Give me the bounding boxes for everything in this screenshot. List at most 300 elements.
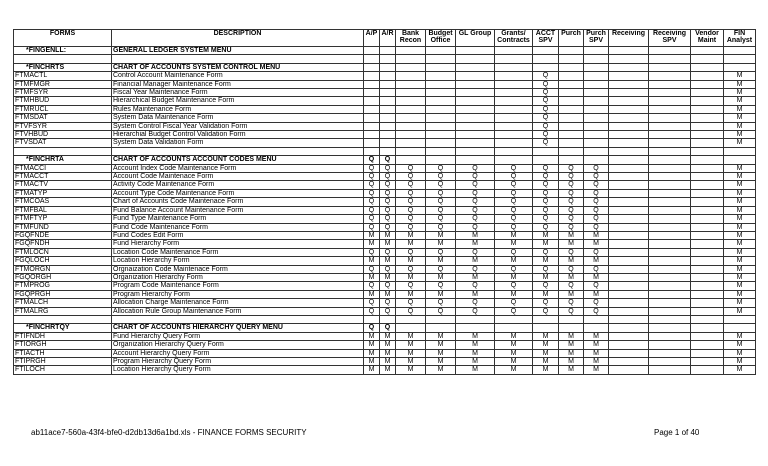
access-level-cell: Q — [456, 223, 495, 231]
menu-header-row — [14, 324, 756, 332]
access-level-cell: M — [533, 357, 559, 365]
access-level-cell — [533, 63, 559, 71]
access-level-cell: Q — [495, 282, 533, 290]
access-level-cell — [584, 122, 609, 130]
access-level-cell — [691, 131, 724, 139]
access-level-cell — [691, 181, 724, 189]
access-level-cell: Q — [456, 181, 495, 189]
empty-cell — [649, 55, 691, 63]
access-level-cell — [364, 63, 380, 71]
empty-cell — [533, 55, 559, 63]
access-level-cell — [691, 307, 724, 315]
access-level-cell: Q — [533, 173, 559, 181]
form-description: Financial Manager Maintenance Form — [112, 80, 364, 88]
access-level-cell: M — [724, 72, 756, 80]
access-level-cell: Q — [495, 215, 533, 223]
access-level-cell: Q — [380, 198, 396, 206]
access-level-cell — [691, 122, 724, 130]
access-level-cell — [609, 114, 649, 122]
access-level-cell: M — [724, 181, 756, 189]
access-level-cell — [609, 139, 649, 147]
table-row — [14, 290, 756, 298]
access-level-cell — [609, 324, 649, 332]
access-level-cell: Q — [380, 324, 396, 332]
access-level-cell: M — [533, 231, 559, 239]
access-level-cell — [380, 122, 396, 130]
access-level-cell — [691, 164, 724, 172]
access-level-cell: Q — [584, 164, 609, 172]
table-row — [14, 131, 756, 139]
form-code: FTMHBUD — [14, 97, 112, 105]
access-level-cell: M — [724, 164, 756, 172]
access-level-cell — [649, 357, 691, 365]
access-level-cell — [691, 206, 724, 214]
access-level-cell: M — [380, 349, 396, 357]
access-level-cell — [364, 105, 380, 113]
access-level-cell: M — [584, 273, 609, 281]
access-level-cell — [495, 63, 533, 71]
access-level-cell: M — [495, 231, 533, 239]
access-level-cell: M — [724, 307, 756, 315]
access-level-cell — [649, 341, 691, 349]
access-level-cell — [495, 89, 533, 97]
access-level-cell: Q — [380, 307, 396, 315]
access-level-cell — [649, 189, 691, 197]
form-description: Account Hierarchy Query Form — [112, 349, 364, 357]
access-level-cell: M — [396, 240, 426, 248]
access-level-cell — [380, 72, 396, 80]
access-level-cell — [380, 105, 396, 113]
empty-cell — [456, 315, 495, 323]
access-level-cell — [649, 122, 691, 130]
access-level-cell: Q — [495, 198, 533, 206]
access-level-cell: Q — [396, 223, 426, 231]
access-level-cell: Q — [533, 131, 559, 139]
access-level-cell — [609, 248, 649, 256]
access-level-cell: M — [533, 366, 559, 374]
access-level-cell: Q — [495, 299, 533, 307]
access-level-cell — [426, 156, 456, 164]
empty-cell — [495, 315, 533, 323]
access-level-cell — [609, 72, 649, 80]
access-level-cell: M — [380, 332, 396, 340]
table-row — [14, 97, 756, 105]
access-level-cell: Q — [559, 164, 584, 172]
access-level-cell — [584, 80, 609, 88]
access-level-cell — [396, 89, 426, 97]
access-level-cell: M — [584, 341, 609, 349]
access-level-cell: M — [533, 349, 559, 357]
access-level-cell — [426, 63, 456, 71]
access-level-cell — [649, 257, 691, 265]
access-level-cell — [559, 324, 584, 332]
empty-cell — [396, 147, 426, 155]
access-level-cell: Q — [426, 206, 456, 214]
access-level-cell — [533, 47, 559, 55]
access-level-cell — [559, 131, 584, 139]
access-level-cell: M — [456, 290, 495, 298]
access-level-cell — [364, 114, 380, 122]
access-level-cell: M — [724, 80, 756, 88]
access-level-cell — [609, 332, 649, 340]
access-level-cell: Q — [533, 248, 559, 256]
access-level-cell — [559, 156, 584, 164]
access-level-cell — [609, 47, 649, 55]
access-level-cell: M — [456, 240, 495, 248]
table-row — [14, 231, 756, 239]
access-level-cell — [396, 139, 426, 147]
empty-cell — [559, 315, 584, 323]
access-level-cell: Q — [456, 248, 495, 256]
empty-cell — [426, 55, 456, 63]
access-level-cell — [691, 240, 724, 248]
access-level-cell — [396, 80, 426, 88]
access-level-cell — [649, 215, 691, 223]
access-level-cell: Q — [396, 206, 426, 214]
form-description: Location Code Maintenance Form — [112, 248, 364, 256]
table-row — [14, 257, 756, 265]
column-header: Receiving — [609, 30, 649, 47]
access-level-cell — [396, 156, 426, 164]
access-level-cell: Q — [495, 164, 533, 172]
access-level-cell: Q — [456, 173, 495, 181]
access-level-cell: Q — [426, 299, 456, 307]
form-description: GENERAL LEDGER SYSTEM MENU — [112, 47, 364, 55]
form-description: Allocation Rule Group Maintenance Form — [112, 307, 364, 315]
access-level-cell — [559, 80, 584, 88]
access-level-cell: M — [584, 231, 609, 239]
access-level-cell: Q — [396, 265, 426, 273]
access-level-cell: Q — [426, 164, 456, 172]
access-level-cell: M — [724, 366, 756, 374]
access-level-cell — [584, 114, 609, 122]
access-level-cell: Q — [533, 139, 559, 147]
form-description: Program Code Maintenance Form — [112, 282, 364, 290]
access-level-cell — [559, 139, 584, 147]
table-row — [14, 341, 756, 349]
access-level-cell — [456, 72, 495, 80]
access-level-cell: M — [380, 231, 396, 239]
access-level-cell: Q — [456, 206, 495, 214]
access-level-cell: M — [724, 265, 756, 273]
access-level-cell — [691, 105, 724, 113]
access-level-cell: Q — [584, 248, 609, 256]
access-level-cell: Q — [533, 114, 559, 122]
access-level-cell: M — [426, 290, 456, 298]
form-code: FTILOCH — [14, 366, 112, 374]
empty-cell — [396, 55, 426, 63]
footer-filename: ab11ace7-560a-43f4-bfe0-d2db13d6a1bd.xls - FINANCE FORMS SECURITY — [31, 428, 307, 437]
access-level-cell: M — [724, 332, 756, 340]
empty-cell — [724, 55, 756, 63]
access-level-cell: M — [533, 240, 559, 248]
empty-cell — [380, 55, 396, 63]
access-level-cell: Q — [456, 282, 495, 290]
access-level-cell — [609, 164, 649, 172]
access-level-cell — [495, 72, 533, 80]
empty-cell — [456, 55, 495, 63]
access-level-cell — [609, 80, 649, 88]
table-row — [14, 299, 756, 307]
form-description: CHART OF ACCOUNTS ACCOUNT CODES MENU — [112, 156, 364, 164]
access-level-cell — [691, 257, 724, 265]
access-level-cell — [691, 114, 724, 122]
access-level-cell — [559, 97, 584, 105]
access-level-cell — [426, 131, 456, 139]
access-level-cell: Q — [380, 156, 396, 164]
form-description: System Data Maintenance Form — [112, 114, 364, 122]
access-level-cell — [426, 80, 456, 88]
access-level-cell — [495, 47, 533, 55]
column-header: Vendor Maint — [691, 30, 724, 47]
empty-cell — [609, 55, 649, 63]
access-level-cell: Q — [584, 181, 609, 189]
access-level-cell: M — [380, 357, 396, 365]
access-level-cell — [609, 273, 649, 281]
table-row — [14, 349, 756, 357]
access-level-cell: M — [426, 240, 456, 248]
access-level-cell: Q — [533, 206, 559, 214]
form-description: Account Code Maintenace Form — [112, 173, 364, 181]
access-level-cell: M — [559, 332, 584, 340]
access-level-cell: Q — [380, 189, 396, 197]
access-level-cell: Q — [396, 282, 426, 290]
access-level-cell: M — [426, 231, 456, 239]
access-level-cell — [426, 324, 456, 332]
access-level-cell — [609, 189, 649, 197]
access-level-cell: M — [364, 240, 380, 248]
access-level-cell: M — [456, 332, 495, 340]
access-level-cell: M — [559, 290, 584, 298]
access-level-cell: M — [495, 366, 533, 374]
form-code: FTIORGH — [14, 341, 112, 349]
access-level-cell — [691, 198, 724, 206]
access-level-cell — [649, 198, 691, 206]
access-level-cell — [364, 131, 380, 139]
empty-cell — [112, 55, 364, 63]
access-level-cell — [396, 105, 426, 113]
access-level-cell — [609, 257, 649, 265]
access-level-cell — [691, 189, 724, 197]
access-level-cell: Q — [380, 248, 396, 256]
access-level-cell: Q — [364, 156, 380, 164]
security-matrix-sheet — [13, 29, 756, 375]
form-description: Hierarchial Budget Control Validation Form — [112, 131, 364, 139]
empty-cell — [396, 315, 426, 323]
access-level-cell — [649, 273, 691, 281]
access-level-cell: Q — [495, 223, 533, 231]
access-level-cell — [456, 324, 495, 332]
empty-cell — [724, 315, 756, 323]
form-description: Organization Hierarchy Query Form — [112, 341, 364, 349]
access-level-cell: M — [364, 332, 380, 340]
table-row — [14, 80, 756, 88]
access-level-cell — [649, 282, 691, 290]
empty-cell — [495, 147, 533, 155]
access-level-cell: Q — [364, 223, 380, 231]
access-level-cell: M — [456, 257, 495, 265]
access-level-cell: Q — [533, 105, 559, 113]
access-level-cell: Q — [559, 282, 584, 290]
access-level-cell — [380, 131, 396, 139]
form-description: Program Hierarchy Form — [112, 290, 364, 298]
access-level-cell — [584, 131, 609, 139]
form-code: FTVHBUD — [14, 131, 112, 139]
access-level-cell — [609, 122, 649, 130]
access-level-cell — [609, 240, 649, 248]
access-level-cell: M — [724, 357, 756, 365]
access-level-cell — [649, 80, 691, 88]
access-level-cell — [649, 332, 691, 340]
access-level-cell: Q — [533, 198, 559, 206]
access-level-cell — [649, 72, 691, 80]
access-level-cell — [609, 223, 649, 231]
access-level-cell: M — [495, 341, 533, 349]
column-header: FORMS — [14, 30, 112, 47]
access-level-cell — [691, 341, 724, 349]
access-level-cell — [380, 80, 396, 88]
access-level-cell — [691, 139, 724, 147]
access-level-cell — [364, 47, 380, 55]
access-level-cell: M — [396, 290, 426, 298]
access-level-cell: Q — [426, 282, 456, 290]
access-level-cell: M — [559, 231, 584, 239]
form-code: FGQLOCH — [14, 257, 112, 265]
access-level-cell: M — [533, 332, 559, 340]
access-level-cell: M — [584, 290, 609, 298]
form-description: Location Hierarchy Form — [112, 257, 364, 265]
access-level-cell — [426, 97, 456, 105]
form-code: FTMFMGR — [14, 80, 112, 88]
access-level-cell: M — [380, 273, 396, 281]
access-level-cell — [609, 349, 649, 357]
access-level-cell — [584, 324, 609, 332]
access-level-cell: M — [724, 282, 756, 290]
access-level-cell: Q — [396, 248, 426, 256]
access-level-cell: Q — [364, 248, 380, 256]
column-header: GL Group — [456, 30, 495, 47]
access-level-cell: Q — [533, 89, 559, 97]
access-level-cell: M — [495, 349, 533, 357]
empty-cell — [559, 147, 584, 155]
table-row — [14, 206, 756, 214]
access-level-cell: Q — [456, 189, 495, 197]
menu-header-row — [14, 63, 756, 71]
access-level-cell: M — [364, 257, 380, 265]
table-row — [14, 248, 756, 256]
access-level-cell: M — [559, 273, 584, 281]
access-level-cell — [691, 332, 724, 340]
access-level-cell: M — [495, 290, 533, 298]
access-level-cell — [456, 89, 495, 97]
form-description: Allocation Charge Maintenance Form — [112, 299, 364, 307]
access-level-cell — [380, 114, 396, 122]
form-code: FTMALRG — [14, 307, 112, 315]
access-level-cell: Q — [380, 164, 396, 172]
access-level-cell: Q — [426, 215, 456, 223]
column-header: Purch SPV — [584, 30, 609, 47]
access-level-cell: M — [396, 257, 426, 265]
blank-row — [14, 147, 756, 155]
access-level-cell — [649, 349, 691, 357]
empty-cell — [14, 147, 112, 155]
access-level-cell: M — [724, 240, 756, 248]
access-level-cell: Q — [396, 198, 426, 206]
access-level-cell: M — [533, 257, 559, 265]
access-level-cell: Q — [584, 189, 609, 197]
access-level-cell: M — [426, 341, 456, 349]
access-level-cell — [609, 105, 649, 113]
table-row — [14, 307, 756, 315]
access-level-cell — [396, 63, 426, 71]
access-level-cell — [426, 89, 456, 97]
access-level-cell: M — [426, 349, 456, 357]
form-code: FTMATYP — [14, 189, 112, 197]
access-level-cell: M — [495, 273, 533, 281]
access-level-cell — [609, 156, 649, 164]
access-level-cell: Q — [426, 181, 456, 189]
access-level-cell — [724, 47, 756, 55]
access-level-cell: M — [364, 273, 380, 281]
access-level-cell — [380, 139, 396, 147]
access-level-cell: Q — [533, 122, 559, 130]
access-level-cell: M — [559, 366, 584, 374]
access-level-cell: Q — [456, 265, 495, 273]
form-code: FTVSDAT — [14, 139, 112, 147]
access-level-cell: Q — [584, 307, 609, 315]
access-level-cell: M — [724, 299, 756, 307]
access-level-cell — [649, 164, 691, 172]
form-code: FTMACTL — [14, 72, 112, 80]
empty-cell — [380, 315, 396, 323]
form-code: FTMSDAT — [14, 114, 112, 122]
access-level-cell: Q — [456, 299, 495, 307]
access-level-cell — [380, 97, 396, 105]
empty-cell — [426, 315, 456, 323]
menu-header-row — [14, 156, 756, 164]
table-row — [14, 215, 756, 223]
access-level-cell: M — [396, 341, 426, 349]
access-level-cell: Q — [456, 164, 495, 172]
access-level-cell — [649, 139, 691, 147]
access-level-cell — [456, 139, 495, 147]
access-level-cell — [495, 156, 533, 164]
form-description: Fund Balance Account Maintenance Form — [112, 206, 364, 214]
access-level-cell — [559, 114, 584, 122]
access-level-cell — [691, 273, 724, 281]
form-code: FTMORGN — [14, 265, 112, 273]
access-level-cell — [609, 206, 649, 214]
access-level-cell — [691, 290, 724, 298]
access-level-cell — [380, 63, 396, 71]
access-level-cell — [609, 181, 649, 189]
access-level-cell: Q — [533, 80, 559, 88]
form-description: Account Type Code Maintenance Form — [112, 189, 364, 197]
access-level-cell — [649, 206, 691, 214]
access-level-cell: M — [364, 290, 380, 298]
access-level-cell: Q — [364, 181, 380, 189]
empty-cell — [649, 315, 691, 323]
access-level-cell — [691, 173, 724, 181]
access-level-cell — [609, 341, 649, 349]
access-level-cell: M — [559, 357, 584, 365]
empty-cell — [14, 315, 112, 323]
access-level-cell — [584, 63, 609, 71]
access-level-cell: M — [396, 357, 426, 365]
access-level-cell: Q — [559, 181, 584, 189]
access-level-cell: M — [559, 341, 584, 349]
access-level-cell — [559, 122, 584, 130]
